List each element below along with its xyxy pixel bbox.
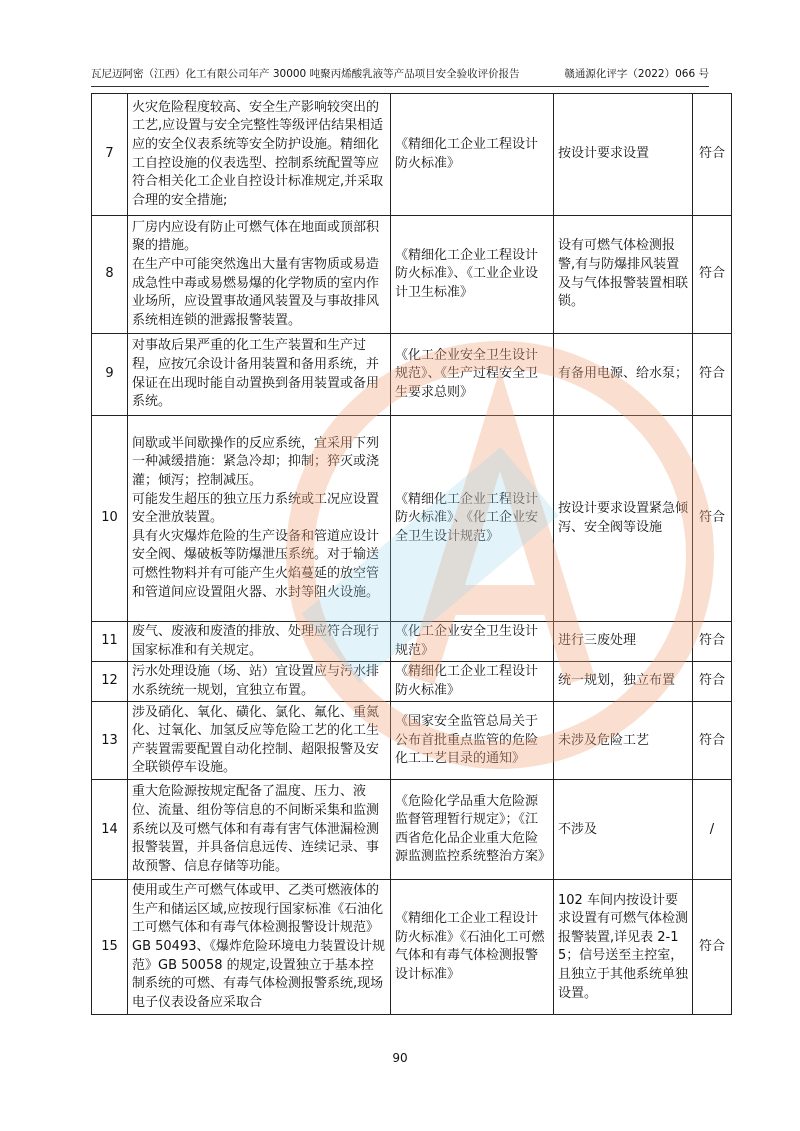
- result-cell: 符合: [693, 94, 732, 216]
- row-number: 10: [92, 416, 128, 622]
- result-cell: 符合: [693, 880, 732, 1015]
- basis-cell: 《化工企业安全卫生设计规范》、《生产过程安全卫生要求总则》: [391, 334, 554, 416]
- row-number: 7: [92, 94, 128, 216]
- basis-cell: 《危险化学品重大危险源监督管理暂行规定》；《江西省危化品企业重大危险源监测监控系统整治方案》: [391, 780, 554, 880]
- result-cell: 符合: [693, 216, 732, 334]
- requirement-cell: 使用或生产可燃气体或甲、乙类可燃液体的生产和储运区域,应按现行国家标准《石油化工可燃气体和有毒气体检测报警设计规范》GB 50493、《爆炸危险环境电力装置设计规范》GB 50058 的规定,设置独立于基本控制系统的可燃、有毒气体检测报警系统,现场电子仪表设备应采取合: [128, 880, 391, 1015]
- row-number: 9: [92, 334, 128, 416]
- requirement-cell: 火灾危险程度较高、安全生产影响较突出的工艺,应设置与安全完整性等级评估结果相适应的安全仪表系统等安全防护设施。精细化工自控设施的仪表选型、控制系统配置等应符合相关化工企业自控设计标准规定,并采取合理的安全措施;: [128, 94, 391, 216]
- requirement-cell: 间歇或半间歇操作的反应系统，宜采用下列一种减缓措施：紧急冷却；抑制；猝灭或浇灌；倾泻；控制减压。 可能发生超压的独立压力系统或工况应设置安全泄放装置。 具有火灾爆炸危险的生产设备和管道应设计安全阀、爆破板等防爆泄压系统。对于输送可燃性物料并有可能产生火焰蔓延的放空管和管道间应设置阻火器、水封等阻火设施。: [128, 416, 391, 622]
- page-number: 90: [392, 1051, 408, 1065]
- table-row: [92, 216, 732, 334]
- situation-cell: 有备用电源、给水泵；: [554, 334, 693, 416]
- situation-cell: 按设计要求设置: [554, 94, 693, 216]
- result-cell: /: [693, 780, 732, 880]
- situation-cell: 进行三废处理: [554, 622, 693, 662]
- basis-cell: 《国家安全监管总局关于公布首批重点监管的危险化工工艺目录的通知》: [391, 702, 554, 780]
- result-cell: 符合: [693, 334, 732, 416]
- row-number: 14: [92, 780, 128, 880]
- report-title: 瓦尼迈阿密（江西）化工有限公司年产 30000 吨聚丙烯酸乳液等产品项目安全验收评价报告: [91, 68, 520, 80]
- situation-cell: 统一规划，独立布置: [554, 662, 693, 702]
- table-row: [92, 416, 732, 622]
- row-number: 11: [92, 622, 128, 662]
- result-cell: 符合: [693, 622, 732, 662]
- requirement-cell: 涉及硝化、氧化、磺化、氯化、氟化、重氮化、过氧化、加氢反应等危险工艺的化工生产装置需要配置自动化控制、超限报警及安全联锁停车设施。: [128, 702, 391, 780]
- situation-cell: 102 车间内按设计要求设置有可燃气体检测报警装置,详见表 2-15；信号送至主控室，且独立于其他系统单独设置。: [554, 880, 693, 1015]
- header-rule: [91, 86, 709, 87]
- row-number: 15: [92, 880, 128, 1015]
- table-row: [92, 94, 732, 216]
- row-number: 13: [92, 702, 128, 780]
- requirement-cell: 废气、废液和废渣的排放、处理应符合现行国家标准和有关规定。: [128, 622, 391, 662]
- table-row: [92, 880, 732, 1015]
- result-cell: 符合: [693, 702, 732, 780]
- table-row: [92, 334, 732, 416]
- row-number: 8: [92, 216, 128, 334]
- basis-cell: 《精细化工企业工程设计防火标准》《石油化工可燃气体和有毒气体检测报警设计标准》: [391, 880, 554, 1015]
- requirement-cell: 重大危险源按规定配备了温度、压力、液位、流量、组份等信息的不间断采集和监测系统以及可燃气体和有毒有害气体泄漏检测报警装置，并具备信息远传、连续记录、事故预警、信息存储等功能。: [128, 780, 391, 880]
- result-cell: 符合: [693, 416, 732, 622]
- basis-cell: 《精细化工企业工程设计防火标准》、《工业企业设计卫生标准》: [391, 216, 554, 334]
- document-number: 赣通源化评字（2022）066 号: [564, 68, 709, 80]
- requirement-cell: 污水处理设施（场、站）宜设置应与污水排水系统统一规划，宜独立布置。: [128, 662, 391, 702]
- requirement-cell: 对事故后果严重的化工生产装置和生产过程，应按冗余设计备用装置和备用系统，并保证在出现时能自动置换到备用装置或备用系统。: [128, 334, 391, 416]
- situation-cell: 未涉及危险工艺: [554, 702, 693, 780]
- table-row: [92, 662, 732, 702]
- situation-cell: 不涉及: [554, 780, 693, 880]
- situation-cell: 设有可燃气体检测报警,有与防爆排风装置及与气体报警装置相联锁。: [554, 216, 693, 334]
- basis-cell: 《精细化工企业工程设计防火标准》、《化工企业安全卫生设计规范》: [391, 416, 554, 622]
- table-row: [92, 622, 732, 662]
- row-number: 12: [92, 662, 128, 702]
- basis-cell: 《化工企业安全卫生设计规范》: [391, 622, 554, 662]
- table-row: [92, 702, 732, 780]
- requirement-cell: 厂房内应设有防止可燃气体在地面或顶部积聚的措施。 在生产中可能突然逸出大量有害物质或易造成急性中毒或易燃易爆的化学物质的室内作业场所，应设置事故通风装置及与事故排风系统相连锁的泄露报警装置。: [128, 216, 391, 334]
- result-cell: 符合: [693, 662, 732, 702]
- page-header: [91, 66, 709, 82]
- basis-cell: 《精细化工企业工程设计防火标准》: [391, 94, 554, 216]
- basis-cell: 《精细化工企业工程设计防火标准》: [391, 662, 554, 702]
- situation-cell: 按设计要求设置紧急倾泻、安全阀等设施: [554, 416, 693, 622]
- table-row: [92, 780, 732, 880]
- evaluation-table: [91, 93, 732, 1015]
